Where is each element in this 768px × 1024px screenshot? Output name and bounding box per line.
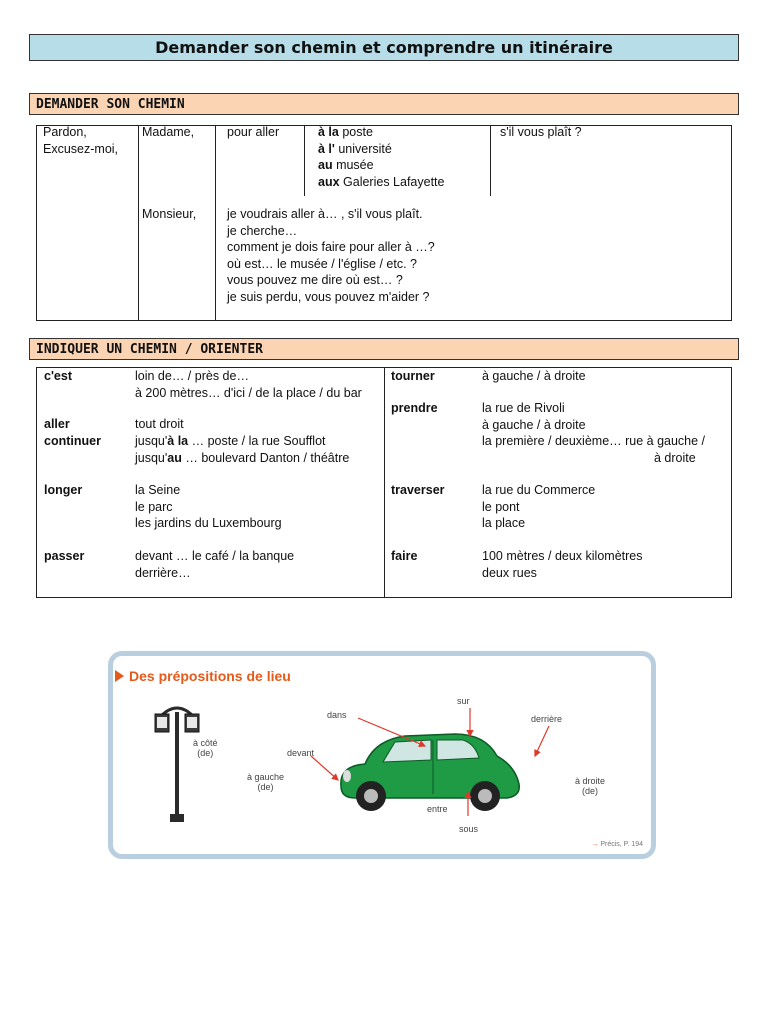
label-a-gauche: à gauche (de) — [247, 772, 285, 792]
divider — [304, 126, 305, 196]
cest-details: loin de… / près de… à 200 mètres… d'ici / de la place / du bar — [135, 369, 362, 400]
destination-list: à la poste à l' université au musée aux Galeries Lafayette — [318, 125, 445, 189]
verb-longer: longer — [44, 483, 83, 497]
prepositions-illustration — [108, 651, 656, 859]
reference-note: → Précis, P. 194 — [591, 841, 643, 848]
greetings: Pardon, Excusez-moi, — [43, 125, 119, 156]
verb-traverser: traverser — [391, 483, 445, 497]
divider — [384, 368, 385, 597]
verb-prendre: prendre — [391, 401, 438, 415]
longer-details: la Seine le parc les jardins du Luxembourg — [135, 483, 282, 530]
traverser-details: la rue du Commerce le pont la place — [482, 483, 596, 530]
continuer-details: jusqu'à la … poste / la rue Soufflot jusqu'au … boulevard Danton / théâtre — [135, 434, 350, 465]
label-sur: sur — [457, 696, 470, 706]
madame-label: Madame, — [142, 125, 195, 139]
prepositions-title: Des prépositions de lieu — [129, 668, 291, 684]
verb-passer: passer — [44, 549, 85, 563]
verb-continuer: continuer — [44, 434, 101, 448]
verb-aller: aller — [44, 417, 70, 431]
arrow-right-icon: → — [591, 841, 599, 848]
monsieur-label: Monsieur, — [142, 207, 197, 221]
verb-tourner: tourner — [391, 369, 435, 383]
aller-details: tout droit — [135, 417, 184, 431]
divider — [215, 126, 216, 320]
label-derriere: derrière — [531, 714, 563, 724]
label-devant: devant — [287, 748, 315, 758]
phrase-list: je voudrais aller à… , s'il vous plaît. je cherche… comment je dois faire pour aller à …? où est… le musée / l'église / etc. ? vous pouvez me dire où est… ? je suis perdu, vous pouvez m'aider ? — [227, 207, 435, 304]
faire-details: 100 mètres / deux kilomètres deux rues — [482, 549, 643, 580]
label-entre: entre — [427, 804, 448, 814]
divider — [138, 126, 139, 320]
verb-cest: c'est — [44, 369, 72, 383]
please-label: s'il vous plaît ? — [500, 125, 582, 139]
prendre-details: la rue de Rivoli à gauche / à droite la première / deuxième… rue à gauche / à droite — [482, 401, 706, 465]
tourner-details: à gauche / à droite — [482, 369, 586, 383]
page-title: Demander son chemin et comprendre un itinéraire — [29, 34, 739, 61]
section-heading-demander: DEMANDER SON CHEMIN — [29, 93, 739, 115]
label-sous: sous — [459, 824, 479, 834]
verb-faire: faire — [391, 549, 418, 563]
label-a-droite: à droite (de) — [575, 776, 606, 796]
label-a-cote: à côté (de) — [193, 738, 218, 758]
section-heading-indiquer: INDIQUER UN CHEMIN / ORIENTER — [29, 338, 739, 360]
divider — [490, 126, 491, 196]
label-dans: dans — [327, 710, 347, 720]
pour-aller-label: pour aller — [227, 125, 280, 139]
passer-details: devant … le café / la banque derrière… — [135, 549, 295, 580]
